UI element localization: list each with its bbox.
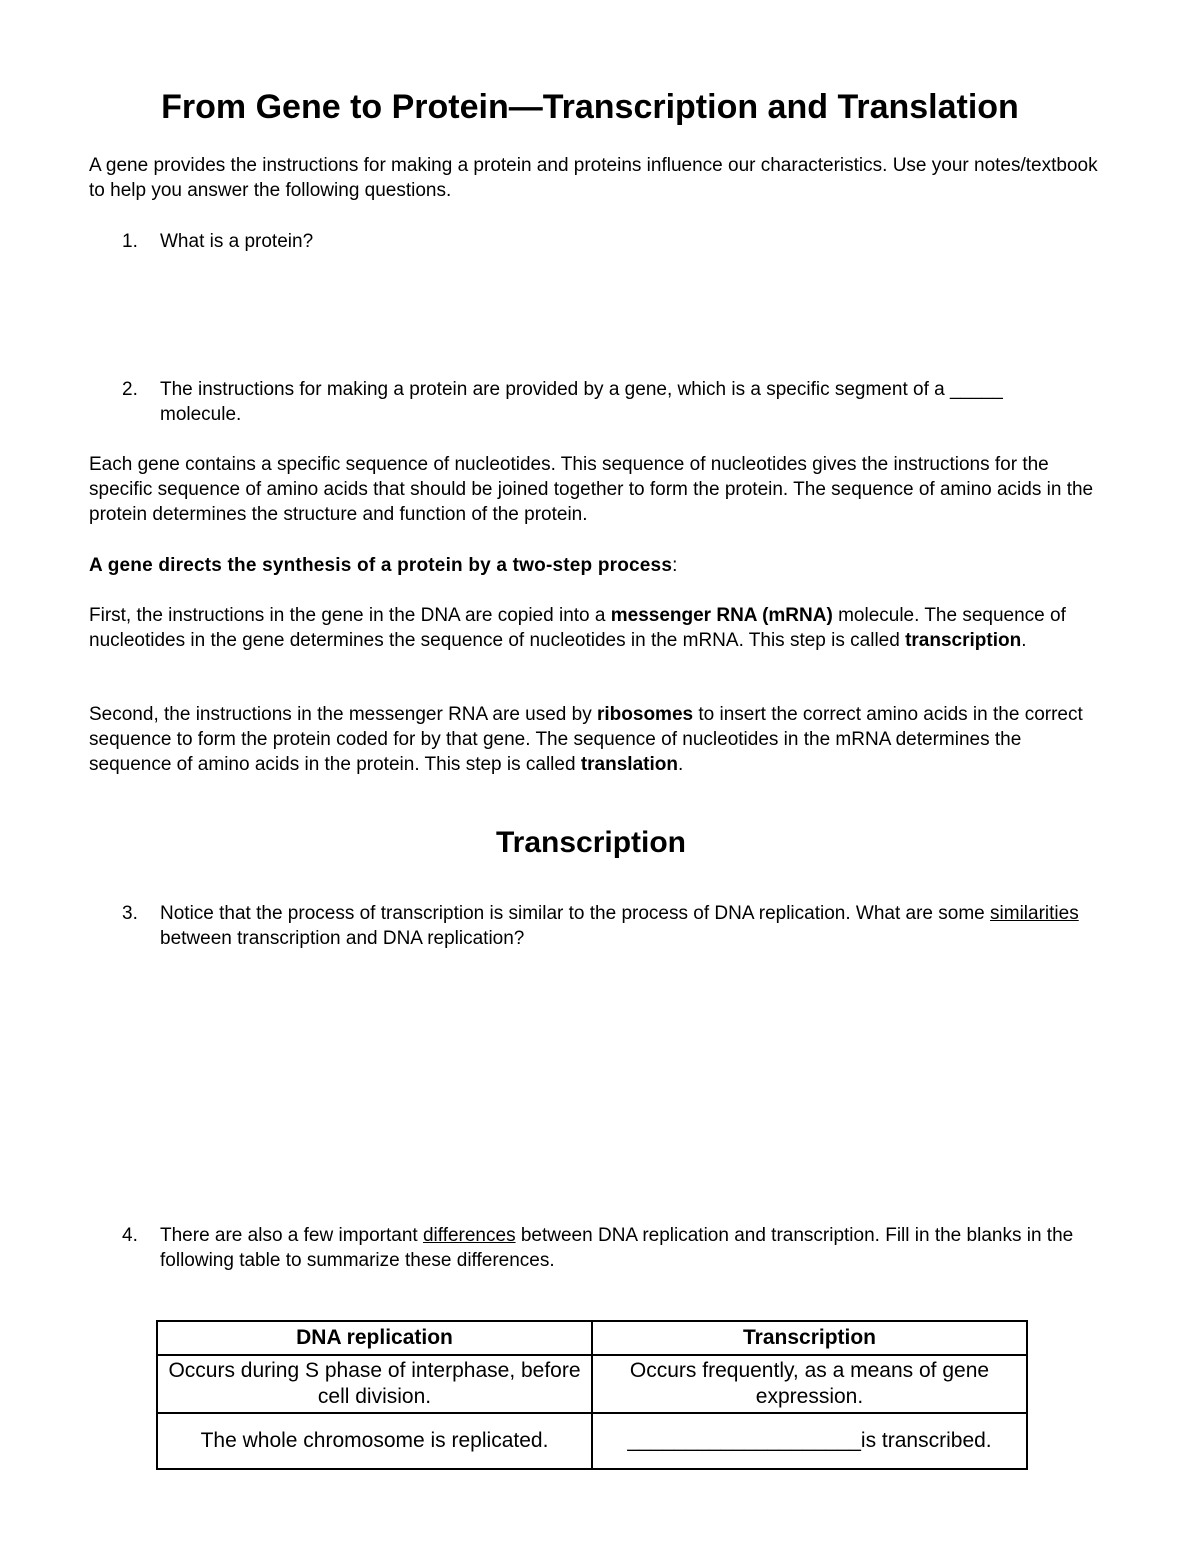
question-text-part: between DNA replication and transcription. Fill in the blanks in the following table to summarize these differences.: [160, 1225, 1074, 1271]
table-row: [157, 1355, 1027, 1413]
question-text: [160, 901, 1082, 951]
table-header-transcription: Transcription: [592, 1321, 1027, 1355]
two-step-heading-bold: A gene directs the synthesis of a protein by a two-step process: [89, 555, 673, 576]
mrna-term: messenger RNA (mRNA): [610, 605, 833, 626]
table-row: [157, 1413, 1027, 1469]
intro-paragraph: A gene provides the instructions for making a protein and proteins influence our characteristics. Use your notes/textbook to help you answer the following questions.: [89, 155, 1098, 201]
underlined-term: similarities: [990, 903, 1079, 924]
table-cell: The whole chromosome is replicated.: [157, 1413, 592, 1469]
question-text: What is a protein?: [160, 231, 314, 252]
first-step-text: First, the instructions in the gene in the DNA are copied into a: [89, 605, 611, 626]
two-step-heading: [89, 553, 677, 578]
question-4: [122, 1223, 1082, 1273]
question-number: 2.: [122, 379, 138, 400]
gene-paragraph: Each gene contains a specific sequence of nucleotides. This sequence of nucleotides gives the instructions for the specific sequence of amino acids that should be joined together to form the protein. The sequence of amino acids in the protein determines the structure and function of the protein.: [89, 454, 1094, 525]
table-header-dna-replication: DNA replication: [157, 1321, 592, 1355]
differences-table: [156, 1320, 1028, 1470]
transcription-term: transcription: [905, 630, 1022, 651]
question-text: The instructions for making a protein are provided by a gene, which is a specific segment of a _____ molecule.: [160, 379, 1003, 425]
second-step-text: .: [677, 754, 684, 775]
question-text: [160, 1223, 1082, 1273]
ribosomes-term: ribosomes: [597, 704, 694, 725]
question-2: [122, 377, 1082, 427]
first-step-text: .: [1021, 630, 1027, 651]
first-step-text: molecule. The sequence of nucleotides in the gene determines the sequence of nucleotides in the mRNA. This step is called: [89, 605, 1066, 651]
question-text-part: Notice that the process of transcription is similar to the process of DNA replication. What are some: [160, 903, 991, 924]
question-text-part: between transcription and DNA replication?: [160, 928, 525, 949]
table-header-row: [157, 1321, 1027, 1355]
question-3: [122, 901, 1082, 951]
table-cell: Occurs frequently, as a means of gene expression.: [592, 1355, 1027, 1413]
table-cell-fill-in-blank[interactable]: ____________________is transcribed.: [592, 1413, 1027, 1469]
question-number: 3.: [122, 903, 138, 924]
section-heading-transcription: Transcription: [495, 826, 687, 859]
question-text-part: There are also a few important: [160, 1225, 423, 1246]
table-cell: Occurs during S phase of interphase, before cell division.: [157, 1355, 592, 1413]
first-step-paragraph: [89, 603, 1099, 653]
page-title: From Gene to Protein—Transcription and Translation: [161, 88, 1019, 126]
second-step-paragraph: [89, 702, 1099, 777]
underlined-term: differences: [422, 1225, 516, 1246]
question-1: [122, 229, 1082, 254]
translation-term: translation: [580, 754, 678, 775]
question-number: 1.: [122, 231, 138, 252]
second-step-text: Second, the instructions in the messenger RNA are used by: [89, 704, 597, 725]
second-step-text: to insert the correct amino acids in the correct sequence to form the protein coded for by that gene. The sequence of nucleotides in the mRNA determines the sequence of amino acids in the protein. This step is called: [89, 704, 1083, 775]
question-number: 4.: [122, 1225, 138, 1246]
two-step-heading-suffix: :: [672, 555, 678, 576]
